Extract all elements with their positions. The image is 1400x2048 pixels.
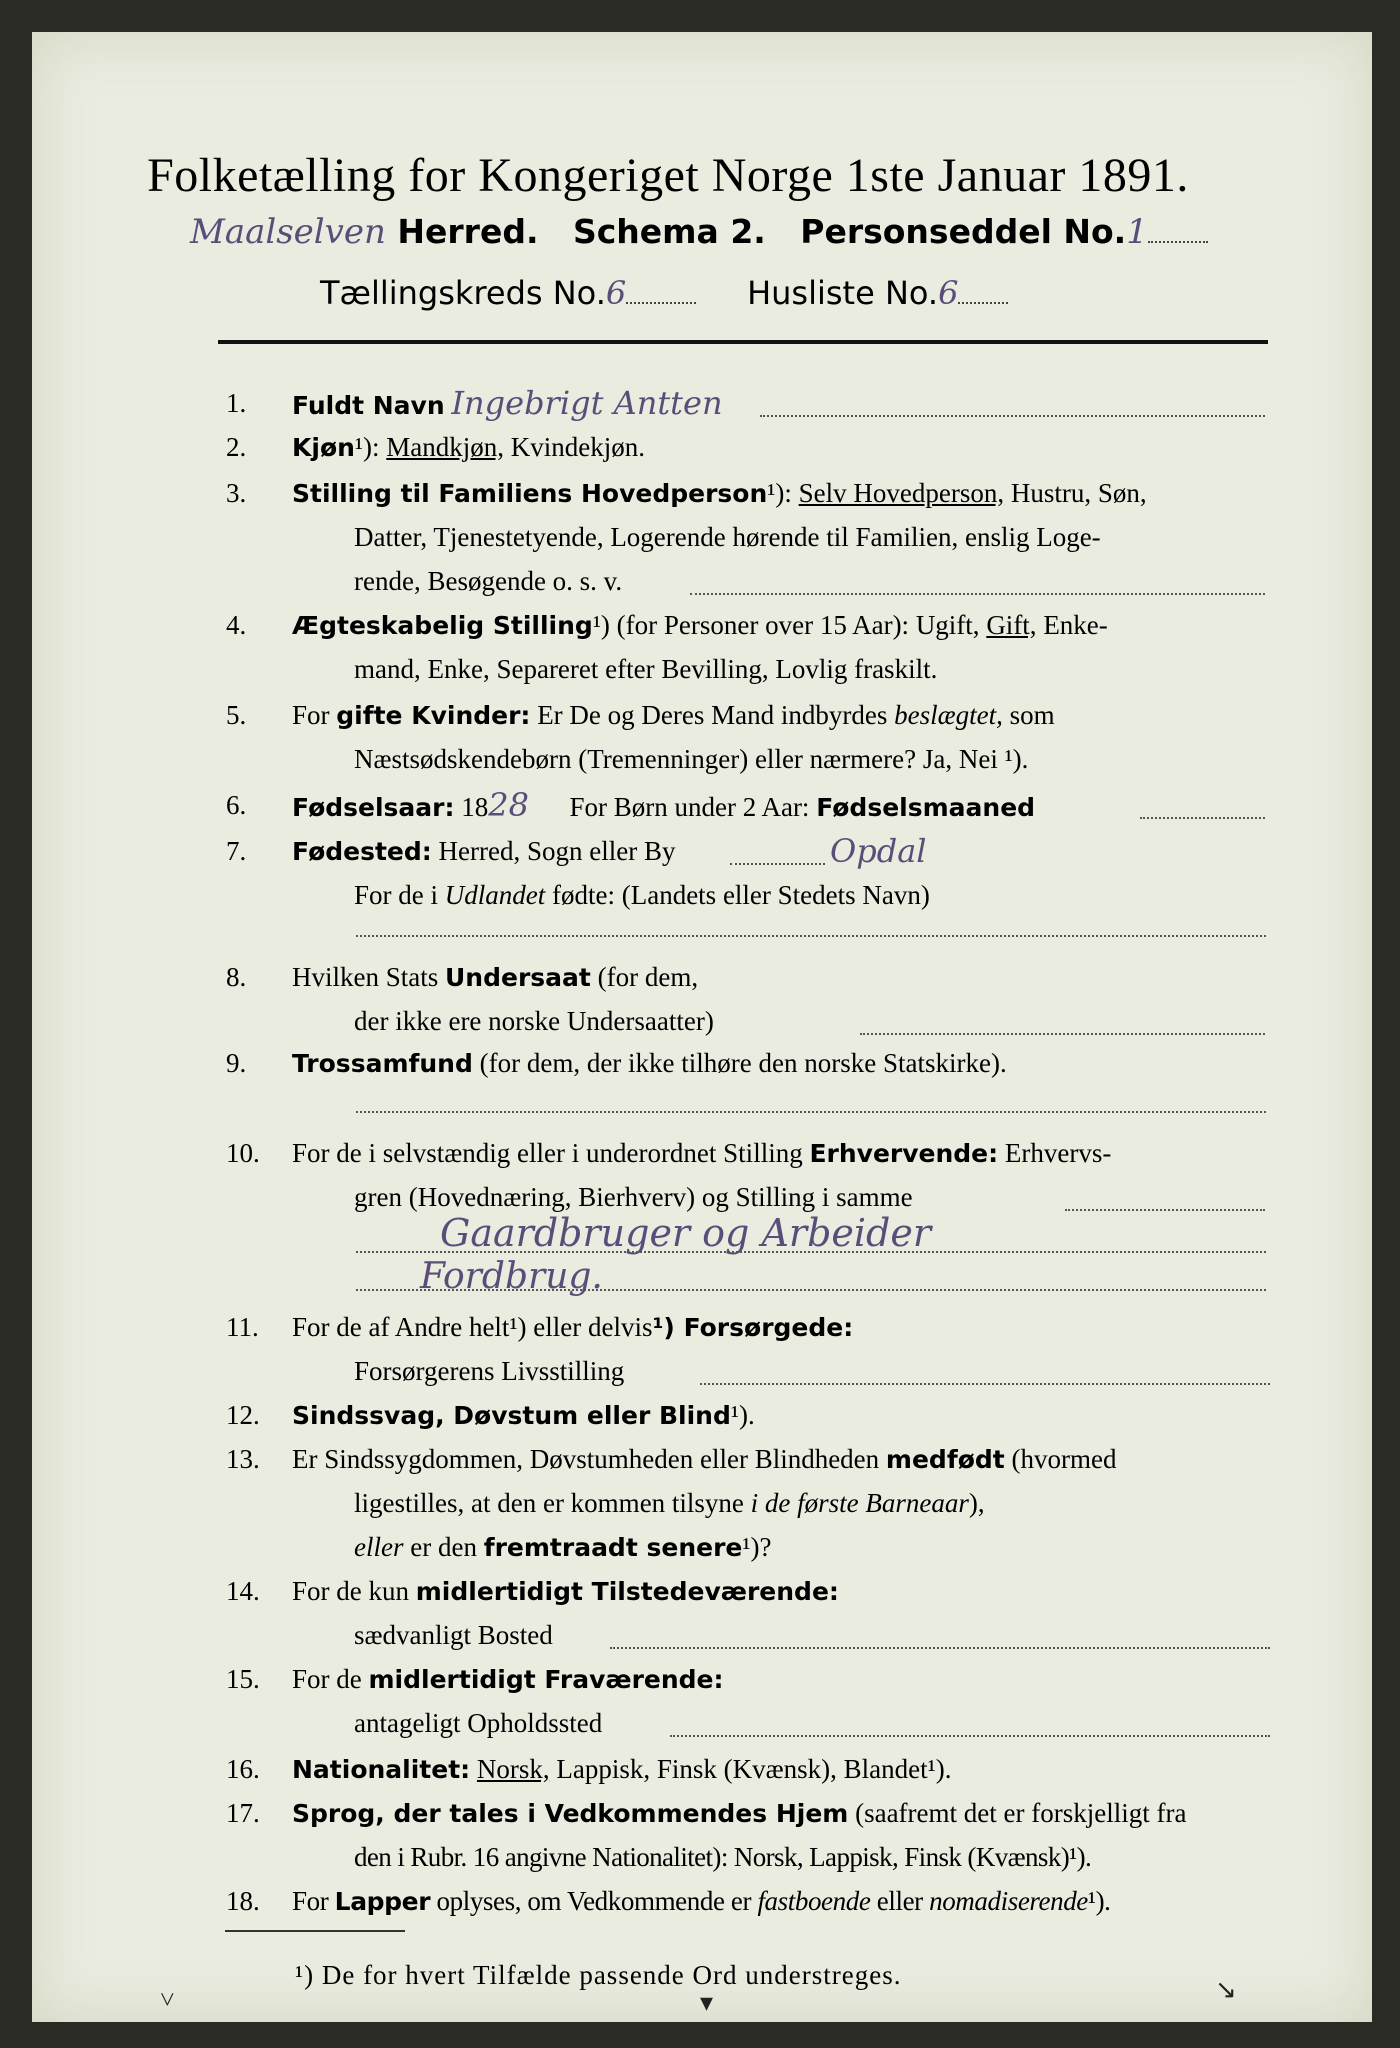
schema-label: Schema 2. [572,212,766,251]
item-label: Sindssvag, Døvstum eller Blind [292,1401,731,1430]
blank-line [356,1110,1266,1113]
year-prefix: 18 [461,792,489,822]
item-text: For de af Andre helt [292,1312,510,1342]
item-label: Fødested: [292,837,432,866]
answer-occupation: Gaardbruger og Arbeider [440,1211,932,1255]
item-number: 3. [226,478,247,508]
answer-occupation-2: Fordbrug. [420,1256,603,1297]
item-label: Stilling til Familiens Hovedperson [292,479,768,508]
item-text: For de i selvstændig eller i underordnet Stilling [292,1138,803,1168]
item-text: mand, Enke, Separeret efter Bevilling, Lovlig fraskilt. [354,654,938,684]
item-number: 15. [226,1664,260,1694]
personseddel-number: 1 [1126,212,1148,252]
item-text: Er Sindssygdommen, Døvstumheden eller Blindheden [292,1444,880,1474]
footnote-rule [225,1930,405,1932]
answer-birth-year: 28 [488,786,529,824]
option-kvindekjon: Kvindekjøn. [510,432,646,462]
item-text: oplyses, om Vedkommende er [436,1886,752,1916]
item-number: 18. [226,1886,260,1916]
option-norsk: Norsk, [476,1754,550,1784]
item-text: For de [292,1664,362,1694]
item-italic: Udlandet [444,880,546,910]
item-text: ), [968,1488,985,1518]
item-text: Enke- [1043,610,1108,640]
item-italic: eller [354,1532,404,1562]
item-text: fødte: (Landets eller Stedets Navn) [552,880,930,910]
form-title: Folketælling for Kongeriget Norge 1ste Januar 1891. [147,149,1189,202]
item-text: ¹). [730,1400,755,1430]
personseddel-label: Personseddel No. [800,212,1127,251]
item-number: 2. [226,432,247,462]
item-label: Lapper [334,1887,431,1916]
item-label: Nationalitet: [292,1755,471,1784]
item-label: Ægteskabelig Stilling [292,611,593,640]
option-selv-hovedperson: Selv Hovedperson, [798,478,1005,508]
item-text: antageligt Opholdssted [354,1708,603,1738]
item-number: 5. [226,700,247,730]
item-text: For [292,1886,329,1916]
kreds-line [320,274,1220,312]
item-text: Hustru, Søn, [1010,478,1147,508]
item-text: ¹). [1087,1886,1111,1916]
herred-handwritten: Maalselven [190,212,386,252]
item-italic: beslægtet, [894,700,1003,730]
corner-mark-icon: ↘ [1215,1975,1237,2004]
item-italic: nomadiserende [929,1886,1088,1916]
item-label: Fødselsaar: [292,793,455,822]
item-sup: ¹): [354,432,380,462]
item-number: 12. [226,1400,260,1430]
item-text: ligestilles, at den er kommen tilsyne [354,1488,744,1518]
item-number: 17. [226,1798,260,1828]
item-label: fremtraadt senere [483,1533,743,1562]
item-number: 14. [226,1576,260,1606]
item-text: ¹) (for Personer over 15 Aar): Ugift, [592,610,980,640]
answer-birthplace: Opdal [830,832,927,870]
item-text: (for dem, der ikke tilhøre den norske Statskirke). [479,1048,1007,1078]
husliste-label: Husliste No. [747,274,939,312]
item-text: der ikke ere norske Undersaatter) [354,1006,714,1036]
item-label: midlertidigt Tilstedeværende: [415,1577,839,1606]
footnote: ¹) De for hvert Tilfælde passende Ord understreges. [295,1960,902,1990]
item-label: midlertidigt Fraværende: [368,1665,724,1694]
item-text: er den [410,1532,477,1562]
item-italic: i de første Barneaar [750,1488,969,1518]
item-text: gren (Hovednæring, Bierhverv) og Stilling i samme [354,1182,913,1212]
item-label: Undersaat [445,963,591,992]
item-number: 1. [226,388,247,418]
option-mandkjon: Mandkjøn, [386,432,505,462]
item-text: For de kun [292,1576,409,1606]
item-number: 6. [226,790,247,820]
item-text: sædvanligt Bosted [354,1620,553,1650]
item-label: Sprog, der tales i Vedkommendes Hjem [292,1799,849,1828]
item-number: 10. [226,1138,260,1168]
item-text: ¹) eller delvis [509,1312,653,1342]
item-text: rende, Besøgende o. s. v. [354,566,623,596]
corner-mark-icon: ˅ [160,1985,175,2014]
herred-label: Herred. [397,212,539,251]
item-number: 11. [226,1312,259,1342]
header-rule [218,340,1268,344]
answer-name: Ingebrigt Antten [451,384,723,422]
item-text: ¹)? [742,1532,772,1562]
item-text: Hvilken Stats [292,962,439,992]
item-label: Fuldt Navn [292,391,445,420]
item-number: 7. [226,836,247,866]
taellingskreds-number: 6 [605,274,627,312]
item-text: For Børn under 2 Aar: [569,792,810,822]
item-label: Fødselsmaaned [816,793,1036,822]
item-text: Forsørgerens Livsstilling [354,1356,625,1386]
item-text: Datter, Tjenestetyende, Logerende hørende til Familien, enslig Loge- [354,522,1101,552]
husliste-number: 6 [938,274,959,312]
item-text: (for dem, [597,962,699,992]
item-text: (saafremt det er forskjelligt fra [855,1798,1187,1828]
item-text: For [292,700,330,730]
item-text: Er De og Deres Mand indbyrdes [537,700,888,730]
item-label: medfødt [885,1445,1005,1474]
item-label: gifte Kvinder: [336,701,531,730]
corner-mark-icon: ▾ [700,1988,714,2017]
item-label: ¹) Forsørgede: [652,1313,854,1342]
item-text: For de i [354,880,438,910]
item-number: 16. [226,1754,260,1784]
item-text: eller [876,1886,923,1916]
item-text: som [1009,700,1055,730]
item-text: Lappisk, Finsk (Kvænsk), Blandet¹). [556,1754,952,1784]
item-number: 4. [226,610,247,640]
taellingskreds-label: Tællingskreds No. [320,274,606,312]
item-label: Trossamfund [292,1049,473,1078]
item-text: Erhvervs- [1004,1138,1112,1168]
item-italic: fastboende [757,1886,871,1916]
item-text: Herred, Sogn eller By [438,836,676,866]
herred-line [190,212,1290,252]
option-gift: Gift, [986,610,1037,640]
item-number: 8. [226,962,247,992]
item-text: Næstsødskendebørn (Tremenninger) eller nærmere? Ja, Nei ¹). [354,744,1029,774]
item-number: 13. [226,1444,260,1474]
item-label: Erhvervende: [809,1139,999,1168]
item-number: 9. [226,1048,247,1078]
item-sup: ¹): [767,478,792,508]
item-label: Kjøn [292,433,355,462]
blank-line [356,934,1266,937]
item-text: den i Rubr. 16 angivne Nationalitet): Norsk, Lappisk, Finsk (Kvænsk)¹). [354,1842,1092,1872]
item-text: (hvormed [1011,1444,1117,1474]
